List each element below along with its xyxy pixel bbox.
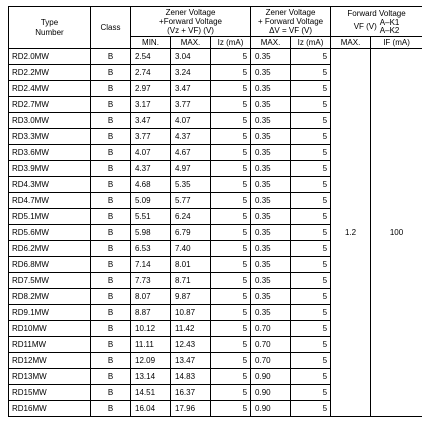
cell-class: B — [91, 65, 131, 81]
cell-min: 3.47 — [131, 113, 171, 129]
cell-min: 12.09 — [131, 353, 171, 369]
cell-iz: 5 — [211, 113, 251, 129]
cell-delta-max: 0.70 — [251, 353, 291, 369]
cell-min: 7.14 — [131, 257, 171, 273]
cell-iz: 5 — [211, 49, 251, 65]
cell-type: RD2.0MW — [9, 49, 91, 65]
cell-delta-iz: 5 — [291, 225, 331, 241]
delta-title-line3: ΔV = VF (V) — [269, 26, 312, 35]
cell-class: B — [91, 289, 131, 305]
cell-max: 4.37 — [171, 129, 211, 145]
cell-type: RD15MW — [9, 385, 91, 401]
cell-iz: 5 — [211, 97, 251, 113]
zener-title-line1: Zener Voltage — [165, 8, 216, 17]
cell-class: B — [91, 145, 131, 161]
cell-min: 8.87 — [131, 305, 171, 321]
cell-iz: 5 — [211, 273, 251, 289]
header-if: IF (mA) — [371, 37, 422, 49]
cell-type: RD12MW — [9, 353, 91, 369]
cell-delta-max: 0.35 — [251, 161, 291, 177]
cell-type: RD8.2MW — [9, 289, 91, 305]
cell-type: RD16MW — [9, 401, 91, 417]
cell-max: 10.87 — [171, 305, 211, 321]
cell-iz: 5 — [211, 353, 251, 369]
cell-min: 4.07 — [131, 145, 171, 161]
cell-type: RD2.7MW — [9, 97, 91, 113]
cell-delta-max: 0.35 — [251, 241, 291, 257]
header-delta-iz: Iz (mA) — [291, 37, 331, 49]
cell-type: RD2.2MW — [9, 65, 91, 81]
cell-class: B — [91, 129, 131, 145]
cell-delta-iz: 5 — [291, 353, 331, 369]
cell-iz: 5 — [211, 337, 251, 353]
cell-type: RD5.1MW — [9, 209, 91, 225]
cell-max: 3.77 — [171, 97, 211, 113]
cell-type: RD7.5MW — [9, 273, 91, 289]
cell-iz: 5 — [211, 257, 251, 273]
cell-class: B — [91, 113, 131, 129]
cell-type: RD6.2MW — [9, 241, 91, 257]
cell-min: 6.53 — [131, 241, 171, 257]
header-delta-max: MAX. — [251, 37, 291, 49]
cell-class: B — [91, 321, 131, 337]
cell-min: 4.68 — [131, 177, 171, 193]
zener-diode-spec-table — [8, 6, 422, 417]
cell-type: RD2.4MW — [9, 81, 91, 97]
cell-min: 5.51 — [131, 209, 171, 225]
delta-title-line1: Zener Voltage — [265, 8, 316, 17]
cell-delta-iz: 5 — [291, 401, 331, 417]
cell-type: RD3.9MW — [9, 161, 91, 177]
cell-max: 11.42 — [171, 321, 211, 337]
cell-delta-max: 0.90 — [251, 401, 291, 417]
cell-delta-max: 0.35 — [251, 209, 291, 225]
cell-delta-max: 0.35 — [251, 193, 291, 209]
cell-type: RD3.0MW — [9, 113, 91, 129]
header-delta-voltage — [251, 7, 331, 37]
cell-delta-iz: 5 — [291, 337, 331, 353]
cell-max: 9.87 — [171, 289, 211, 305]
cell-iz: 5 — [211, 289, 251, 305]
cell-type: RD13MW — [9, 369, 91, 385]
cell-min: 8.07 — [131, 289, 171, 305]
cell-max: 6.24 — [171, 209, 211, 225]
cell-max: 6.79 — [171, 225, 211, 241]
cell-iz: 5 — [211, 81, 251, 97]
cell-max: 4.07 — [171, 113, 211, 129]
cell-min: 3.17 — [131, 97, 171, 113]
header-type-number — [9, 7, 91, 49]
cell-iz: 5 — [211, 369, 251, 385]
cell-class: B — [91, 241, 131, 257]
cell-delta-max: 0.35 — [251, 129, 291, 145]
cell-delta-iz: 5 — [291, 113, 331, 129]
header-zener-voltage — [131, 7, 251, 37]
cell-delta-iz: 5 — [291, 161, 331, 177]
cell-max: 12.43 — [171, 337, 211, 353]
cell-delta-max: 0.35 — [251, 113, 291, 129]
cell-type: RD3.3MW — [9, 129, 91, 145]
cell-iz: 5 — [211, 401, 251, 417]
cell-delta-iz: 5 — [291, 193, 331, 209]
cell-delta-iz: 5 — [291, 49, 331, 65]
cell-delta-max: 0.35 — [251, 273, 291, 289]
cell-delta-max: 0.70 — [251, 337, 291, 353]
cell-type: RD11MW — [9, 337, 91, 353]
cell-max: 14.83 — [171, 369, 211, 385]
cell-type: RD6.8MW — [9, 257, 91, 273]
cell-class: B — [91, 161, 131, 177]
cell-class: B — [91, 97, 131, 113]
cell-min: 10.12 — [131, 321, 171, 337]
cell-iz: 5 — [211, 145, 251, 161]
cell-delta-iz: 5 — [291, 177, 331, 193]
cell-type: RD4.7MW — [9, 193, 91, 209]
cell-delta-iz: 5 — [291, 209, 331, 225]
cell-delta-iz: 5 — [291, 273, 331, 289]
cell-delta-max: 0.70 — [251, 321, 291, 337]
cell-iz: 5 — [211, 241, 251, 257]
cell-delta-iz: 5 — [291, 321, 331, 337]
zener-title-line2: +Forward Voltage — [159, 17, 222, 26]
cell-type: RD4.3MW — [9, 177, 91, 193]
cell-max: 4.97 — [171, 161, 211, 177]
cell-delta-max: 0.35 — [251, 145, 291, 161]
cell-type: RD5.6MW — [9, 225, 91, 241]
cell-delta-max: 0.90 — [251, 385, 291, 401]
cell-max: 3.47 — [171, 81, 211, 97]
forward-symbol: VF (V) — [353, 22, 377, 31]
cell-delta-max: 0.35 — [251, 225, 291, 241]
header-iz: Iz (mA) — [211, 37, 251, 49]
cell-min: 3.77 — [131, 129, 171, 145]
cell-max: 16.37 — [171, 385, 211, 401]
cell-class: B — [91, 257, 131, 273]
cell-min: 13.14 — [131, 369, 171, 385]
cell-max: 5.35 — [171, 177, 211, 193]
cell-iz: 5 — [211, 129, 251, 145]
cell-class: B — [91, 353, 131, 369]
header-class: Class — [91, 7, 131, 49]
cell-iz: 5 — [211, 177, 251, 193]
cell-max: 5.77 — [171, 193, 211, 209]
cell-delta-max: 0.35 — [251, 81, 291, 97]
cell-delta-iz: 5 — [291, 145, 331, 161]
cell-class: B — [91, 369, 131, 385]
cell-iz: 5 — [211, 321, 251, 337]
cell-min: 5.09 — [131, 193, 171, 209]
spec-table-container — [8, 6, 422, 439]
cell-class: B — [91, 193, 131, 209]
cell-delta-max: 0.35 — [251, 257, 291, 273]
cell-type: RD3.6MW — [9, 145, 91, 161]
table-row — [9, 49, 423, 65]
forward-ak2: A–K2 — [379, 25, 400, 35]
header-type-label: Type Number — [35, 17, 64, 37]
cell-delta-iz: 5 — [291, 129, 331, 145]
cell-max: 3.24 — [171, 65, 211, 81]
cell-iz: 5 — [211, 385, 251, 401]
cell-delta-iz: 5 — [291, 97, 331, 113]
cell-delta-iz: 5 — [291, 385, 331, 401]
cell-min: 7.73 — [131, 273, 171, 289]
cell-delta-max: 0.35 — [251, 289, 291, 305]
header-max: MAX. — [171, 37, 211, 49]
cell-max: 17.96 — [171, 401, 211, 417]
cell-class: B — [91, 49, 131, 65]
header-min: MIN. — [131, 37, 171, 49]
cell-min: 2.97 — [131, 81, 171, 97]
cell-max: 7.40 — [171, 241, 211, 257]
delta-title-line2: + Forward Voltage — [257, 17, 324, 26]
cell-delta-max: 0.35 — [251, 177, 291, 193]
header-vf-max: MAX. — [331, 37, 371, 49]
zener-title-line3: (Vz + VF) (V) — [167, 26, 214, 35]
cell-max: 13.47 — [171, 353, 211, 369]
cell-max: 3.04 — [171, 49, 211, 65]
cell-delta-iz: 5 — [291, 305, 331, 321]
cell-max: 4.67 — [171, 145, 211, 161]
header-forward-voltage — [331, 7, 422, 37]
cell-delta-iz: 5 — [291, 81, 331, 97]
cell-delta-max: 0.35 — [251, 49, 291, 65]
cell-delta-max: 0.35 — [251, 97, 291, 113]
cell-iz: 5 — [211, 193, 251, 209]
cell-delta-max: 0.35 — [251, 65, 291, 81]
cell-iz: 5 — [211, 209, 251, 225]
cell-class: B — [91, 385, 131, 401]
cell-delta-max: 0.90 — [251, 369, 291, 385]
cell-delta-iz: 5 — [291, 369, 331, 385]
cell-min: 16.04 — [131, 401, 171, 417]
cell-class: B — [91, 177, 131, 193]
cell-delta-iz: 5 — [291, 257, 331, 273]
spec-table-body — [9, 49, 423, 417]
forward-title: Forward Voltage — [347, 8, 406, 18]
cell-class: B — [91, 81, 131, 97]
cell-delta-iz: 5 — [291, 65, 331, 81]
cell-delta-iz: 5 — [291, 241, 331, 257]
cell-min: 14.51 — [131, 385, 171, 401]
cell-class: B — [91, 225, 131, 241]
cell-class: B — [91, 305, 131, 321]
forward-ak1: A–K1 — [379, 17, 400, 27]
cell-min: 2.74 — [131, 65, 171, 81]
cell-class: B — [91, 209, 131, 225]
cell-delta-iz: 5 — [291, 289, 331, 305]
cell-iz: 5 — [211, 305, 251, 321]
cell-iz: 5 — [211, 65, 251, 81]
cell-class: B — [91, 337, 131, 353]
cell-min: 5.98 — [131, 225, 171, 241]
cell-type: RD10MW — [9, 321, 91, 337]
cell-if: 100 — [371, 49, 422, 417]
cell-type: RD9.1MW — [9, 305, 91, 321]
cell-min: 2.54 — [131, 49, 171, 65]
cell-min: 11.11 — [131, 337, 171, 353]
cell-iz: 5 — [211, 225, 251, 241]
cell-class: B — [91, 401, 131, 417]
cell-max: 8.71 — [171, 273, 211, 289]
cell-delta-max: 0.35 — [251, 305, 291, 321]
cell-iz: 5 — [211, 161, 251, 177]
cell-max: 8.01 — [171, 257, 211, 273]
cell-class: B — [91, 273, 131, 289]
cell-vf-max: 1.2 — [331, 49, 371, 417]
cell-min: 4.37 — [131, 161, 171, 177]
